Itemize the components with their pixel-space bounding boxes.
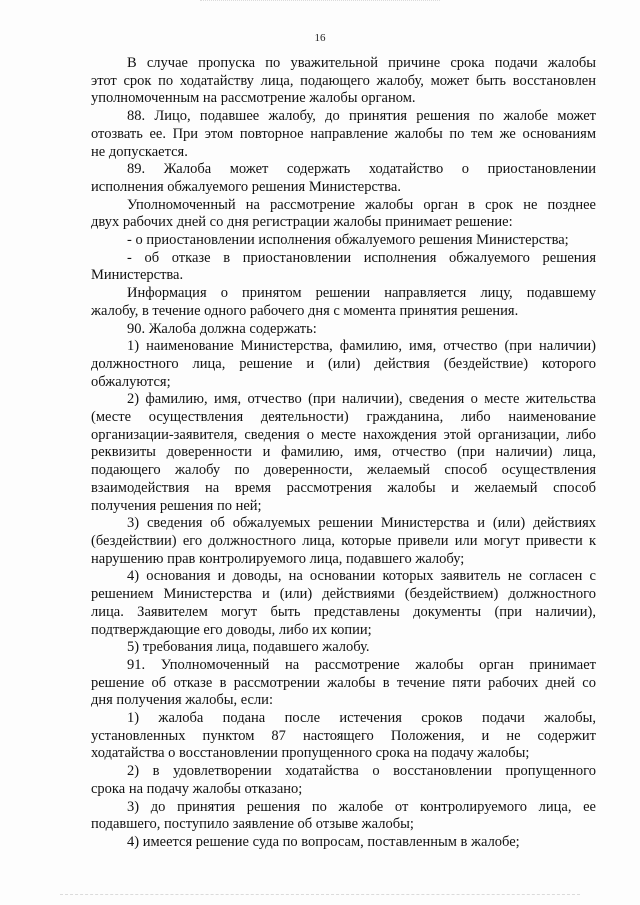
text-line: нарушению прав контролируемого лица, подавшего жалобу; bbox=[91, 550, 465, 567]
text-line: подающего жалобу по доверенности, желаемый способ осуществления bbox=[91, 462, 596, 479]
text-line: В случае пропуска по уважительной причине срока подачи жалобы bbox=[127, 55, 596, 71]
scan-artifact-bottom bbox=[60, 888, 580, 895]
paragraph-p91-3 bbox=[91, 799, 596, 834]
text-line: дня получения жалобы, если: bbox=[91, 692, 273, 709]
text-line: обжалуются; bbox=[91, 373, 171, 390]
text-line: 2) в удовлетворении ходатайства о восстановлении пропущенного bbox=[127, 763, 596, 780]
text-line: взаимодействия на время рассмотрения жалобы и желаемый способ bbox=[91, 479, 596, 496]
text-line: двух рабочих дней со дня регистрации жалобы принимает решение: bbox=[91, 214, 513, 231]
text-line: 3) до принятия решения по жалобе от контролируемого лица, ее bbox=[127, 798, 596, 815]
text-line: 1) жалоба подана после истечения сроков подачи жалобы, bbox=[127, 710, 596, 727]
text-line: - об отказе в приостановлении исполнения обжалуемого решения bbox=[127, 249, 596, 266]
text-line: - о приостановлении исполнения обжалуемого решения Министерства; bbox=[127, 232, 569, 249]
text-line: срока на подачу жалобы отказано; bbox=[91, 780, 303, 797]
text-line: Уполномоченный на рассмотрение жалобы орган в срок не позднее bbox=[127, 196, 596, 213]
text-line: организации-заявителя, сведения о месте нахождения этой организации, либо bbox=[91, 426, 596, 443]
paragraph-p91-1 bbox=[91, 710, 596, 763]
paragraph-p89c bbox=[91, 232, 596, 250]
text-line: реквизиты доверенности и фамилию, имя, отчество (при наличии) лица, bbox=[91, 444, 596, 461]
paragraph-p90-2 bbox=[91, 391, 596, 515]
paragraph-p90 bbox=[91, 321, 596, 339]
text-line: решение об отказе в рассмотрении жалобы в течение пяти рабочих дней со bbox=[91, 674, 596, 691]
paragraph-p89 bbox=[91, 161, 596, 196]
text-line: 88. Лицо, подавшее жалобу, до принятия решения по жалобе может bbox=[127, 108, 596, 125]
paragraph-p88 bbox=[91, 108, 596, 161]
document-body bbox=[91, 55, 596, 852]
text-line: лица. Заявителем могут быть представлены документы (при наличии), bbox=[91, 603, 596, 620]
paragraph-p90-3 bbox=[91, 515, 596, 568]
paragraph-p90-5 bbox=[91, 639, 596, 657]
text-line: подтверждающие его доводы, либо их копии; bbox=[91, 621, 372, 638]
page-number: 16 bbox=[314, 32, 326, 44]
text-line: 3) сведения об обжалуемых решении Министерства и (или) действиях bbox=[127, 515, 596, 532]
paragraph-p89e bbox=[91, 285, 596, 320]
text-line: 5) требования лица, подавшего жалобу. bbox=[127, 639, 370, 656]
paragraph-p89b bbox=[91, 197, 596, 232]
text-line: отозвать ее. При этом повторное направление жалобы по тем же основаниям bbox=[91, 125, 596, 142]
text-line: решением Министерства и (или) действиями (бездействием) должностного bbox=[91, 586, 596, 603]
text-line: Министерства. bbox=[91, 267, 184, 284]
text-line: Информация о принятом решении направляется лицу, подавшему bbox=[127, 285, 596, 302]
text-line: 89. Жалоба может содержать ходатайство о приостановлении bbox=[127, 161, 596, 178]
text-line: должностного лица, решение и (или) действия (бездействие) которого bbox=[91, 355, 596, 372]
text-line: ходатайства о восстановлении пропущенного срока на подачу жалобы; bbox=[91, 745, 530, 762]
text-line: жалобу, в течение одного рабочего дня с момента принятия решения. bbox=[91, 302, 519, 319]
text-line: (месте осуществления деятельности) гражданина, либо наименование bbox=[91, 409, 596, 426]
scan-artifact-top bbox=[200, 0, 440, 4]
text-line: 4) имеется решение суда по вопросам, поставленным в жалобе; bbox=[127, 833, 520, 850]
text-line: (бездействии) его должностного лица, которые привели или могут привести к bbox=[91, 532, 596, 549]
paragraph-p89d bbox=[91, 250, 596, 285]
paragraph-p91 bbox=[91, 657, 596, 710]
text-line: 91. Уполномоченный на рассмотрение жалобы орган принимает bbox=[127, 656, 596, 673]
paragraph-p90-4 bbox=[91, 568, 596, 639]
paragraph-p90-1 bbox=[91, 338, 596, 391]
text-line: установленных пунктом 87 настоящего Положения, и не содержит bbox=[91, 727, 596, 744]
text-line: 90. Жалоба должна содержать: bbox=[127, 320, 317, 337]
text-line: подавшего, поступило заявление об отзыве жалобы; bbox=[91, 816, 414, 833]
text-line: 1) наименование Министерства, фамилию, имя, отчество (при наличии) bbox=[127, 338, 596, 355]
paragraph-p1 bbox=[91, 55, 596, 108]
text-line: этот срок по ходатайству лица, подающего жалобу, может быть восстановлен bbox=[91, 72, 596, 89]
scan-artifact-mark bbox=[572, 838, 578, 844]
paragraph-p91-4 bbox=[91, 834, 596, 852]
paragraph-p91-2 bbox=[91, 763, 596, 798]
text-line: получения решения по ней; bbox=[91, 497, 262, 514]
text-line: уполномоченным на рассмотрение жалобы органом. bbox=[91, 90, 416, 107]
text-line: 2) фамилию, имя, отчество (при наличии), сведения о месте жительства bbox=[127, 391, 596, 408]
text-line: 4) основания и доводы, на основании которых заявитель не согласен с bbox=[127, 568, 596, 585]
text-line: исполнения обжалуемого решения Министерства. bbox=[91, 178, 401, 195]
text-line: не допускается. bbox=[91, 143, 188, 160]
